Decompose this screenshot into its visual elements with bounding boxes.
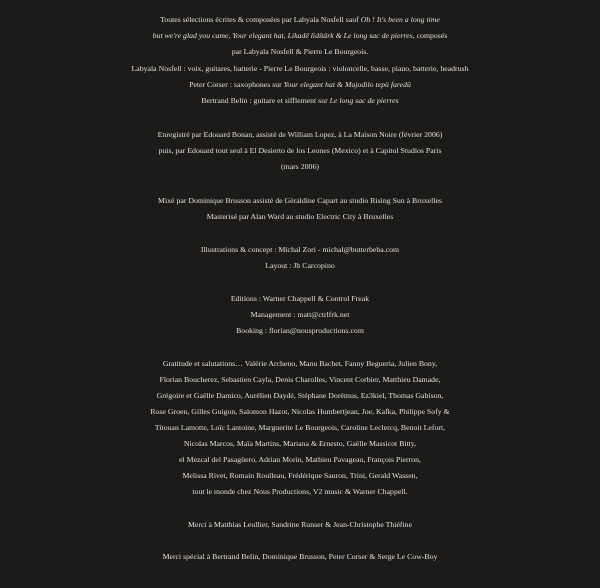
composition-line-2 (0, 28, 600, 43)
special-thanks-line: Merci spécial à Bertrand Belin, Dominique Brusson, Peter Corser & Serge Le Cow-Boy (162, 552, 438, 561)
illustrations-line-1: Illustrations & concept : Michal Zori - michal@butterbeba.com (200, 245, 400, 254)
mixing-line-1: Mixé par Dominique Brusson assisté de Géraldine Capart au studio Rising Sun à Bruxelles (158, 196, 442, 205)
editions-line: Editions : Warner Chappell & Control Freak (230, 294, 370, 303)
composition-text: Toutes sélections écrites & composées par Labyala Nosfell sauf (160, 15, 359, 24)
musicians-line-1: Labyala Nosfell : voix, guitares, batterie - Pierre Le Bourgeois : violoncelle, basse, piano, batterie, headrush (131, 64, 469, 73)
recording-line-1: Enregistré par Edouard Bonan, assisté de William Lopez, à La Maison Noire (février 2006) (157, 130, 443, 139)
gratitude-line-5: Titouan Lamotte, Loïc Lantoine, Marguerite Le Bourgeois, Caroline Leclercq, Benoit Lefort, (154, 423, 446, 432)
composition-line-1 (0, 12, 600, 27)
booking-line: Booking : florian@nousproductions.com (236, 326, 364, 335)
mixing-line-2: Masterisé par Alan Ward au studio Electric City à Bruxelles (206, 212, 394, 221)
gratitude-line-3: Grégoire et Gaëlle Damico, Aurélien Daydé, Stéphane Dorémus, Ez3kiel, Thomas Gabison, (156, 391, 444, 400)
musician-text: Peter Corser : saxophones sur (189, 80, 282, 89)
gratitude-line-2: Florian Boucherez, Sebastien Cayla, Denis Charolles, Vincent Corbier, Matthieu Damade, (159, 375, 441, 384)
musicians-line-3 (0, 93, 600, 108)
musicians-line-2 (0, 77, 600, 92)
gratitude-line-8: Melissa Rivet, Romain Roulleau, Frédérique Sauron, Trini, Gerald Wassen, (182, 471, 418, 480)
layout-line: Layout : Jb Carcopino (265, 261, 335, 270)
gratitude-line-4: Rose Groen, Gilles Guigon, Salomon Hazot, Nicolas Humbertjean, Joe, Kafka, Philippe Sofy & (150, 407, 450, 416)
musician-titles-italic: Your elegant hat & Majodilo tepü faredü (283, 80, 411, 89)
gratitude-line-9: tout le monde chez Nous Productions, V2 music & Warner Chappell. (192, 487, 408, 496)
composition-text: , composés (412, 31, 448, 40)
gratitude-line-7: el Mezcal del Pasagüero, Adrian Morin, Mathieu Pavageau, François Pierron, (179, 455, 421, 464)
gratitude-line-1: Gratitude et salutations… Valérie Archeno, Manu Bachet, Fanny Begueria, Julien Bony, (162, 359, 438, 368)
recording-line-2: puis, par Edouard tout seul à El Desierto de los Leones (Mexico) et à Capitol Studios Paris (158, 146, 442, 155)
musician-text: Bertrand Belin : guitare et sifflement sur (201, 96, 328, 105)
composition-line-3: par Labyala Nosfell & Pierre Le Bourgeois. (231, 47, 369, 56)
thanks-line: Merci à Matthias Leullier, Sandrine Runser & Jean-Christophe Thiéfine (187, 520, 413, 529)
musician-titles-italic: Le long sac de pierres (329, 96, 399, 105)
composition-titles-italic: Oh ! It's been a long time (360, 15, 440, 24)
gratitude-line-6: Nicolas Marcos, Maïa Martins, Mariana & Ernesto, Gaëlle Massicot Bitty, (183, 439, 417, 448)
management-line: Management : matt@ctrlfrk.net (250, 310, 350, 319)
composition-titles-italic: but we're glad you came, Your elegant hat, Likadë lidítärk & Le long sac de pierres (152, 31, 413, 40)
recording-line-3: (mars 2006) (281, 162, 319, 171)
